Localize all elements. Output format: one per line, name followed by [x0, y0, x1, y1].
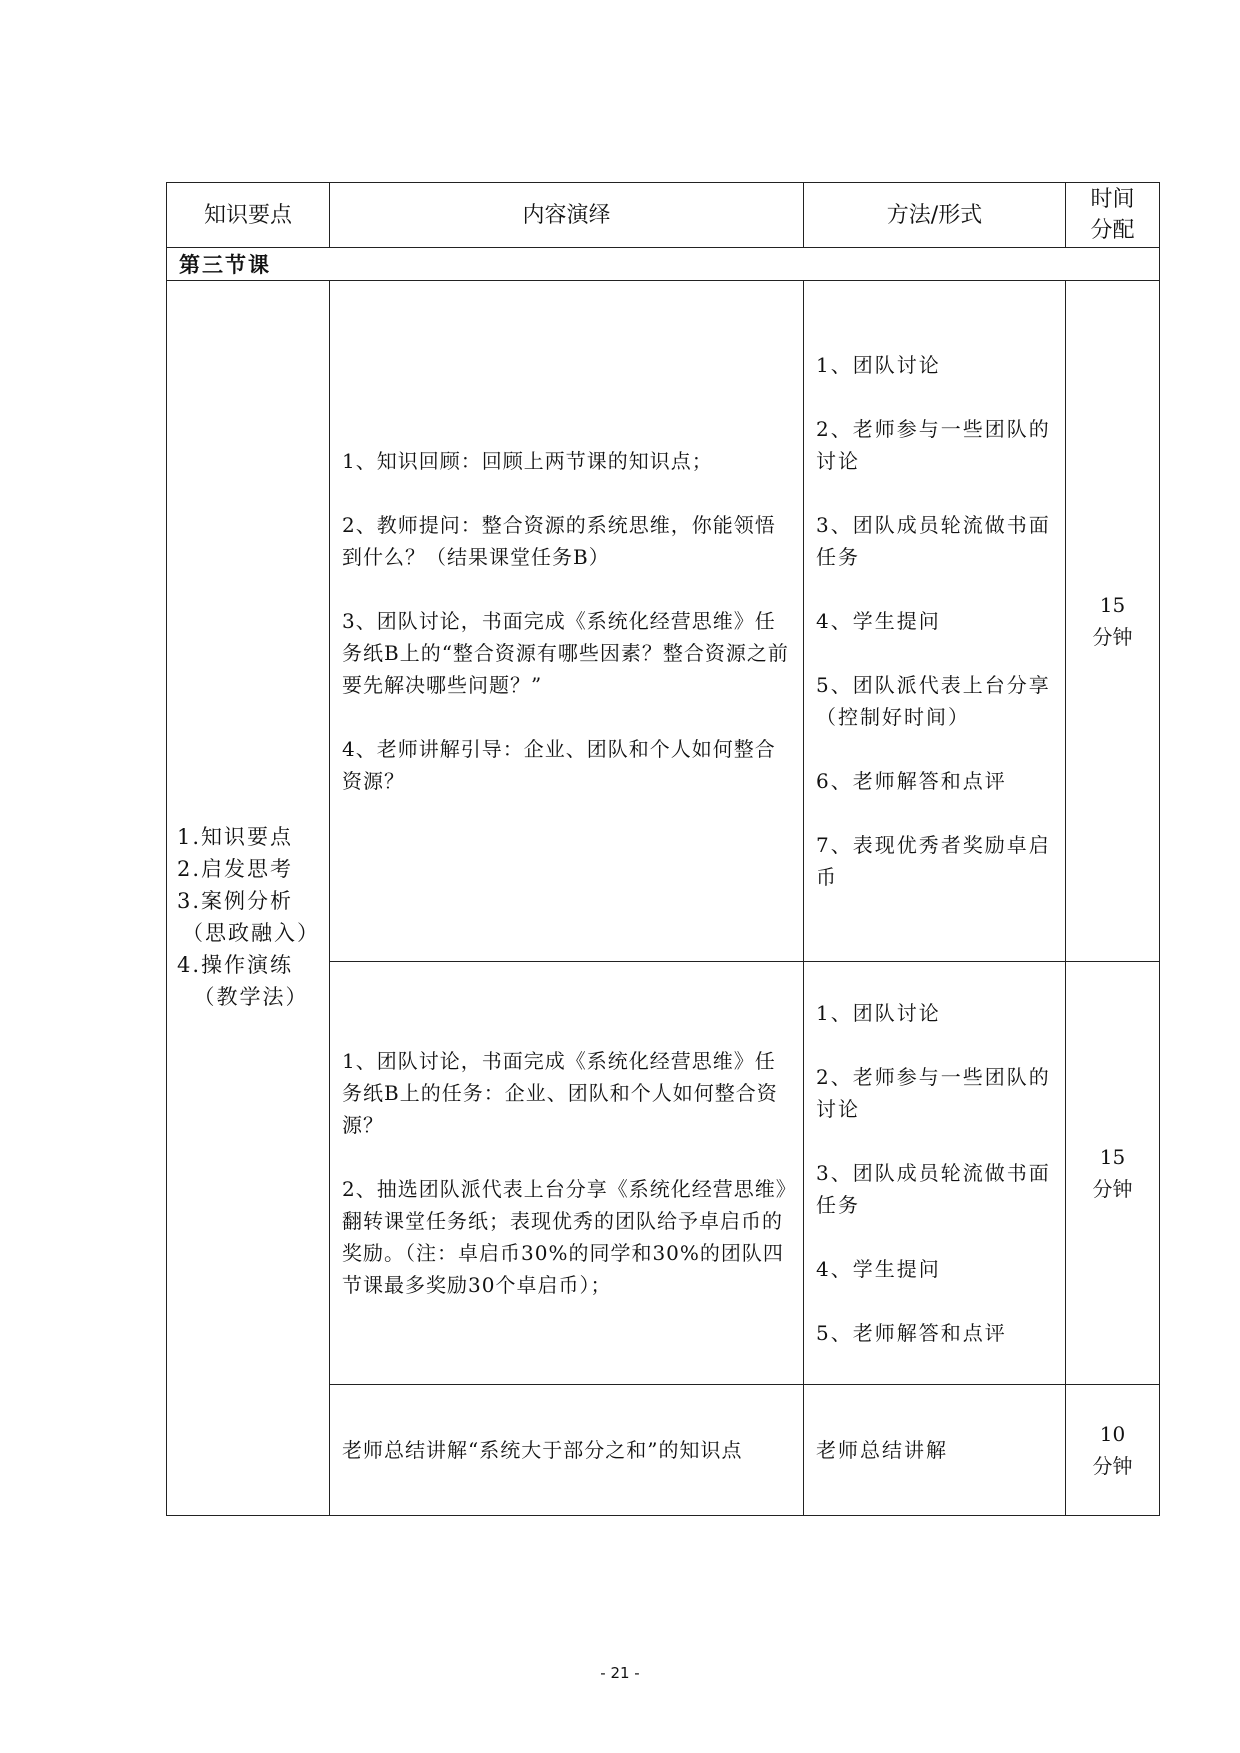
method-item: 2、老师参与一些团队的讨论 — [816, 1065, 1051, 1121]
method-item: 3、团队成员轮流做书面任务 — [816, 1161, 1051, 1217]
table-header-row — [167, 183, 1160, 248]
method-cell — [804, 281, 1066, 962]
content-paragraph: 2、抽选团队派代表上台分享《系统化经营思维》翻转课堂任务纸；表现优秀的团队给予卓启币的奖励。（注：卓启币30%的同学和30%的团队四节课最多奖励30个卓启币）； — [342, 1177, 787, 1297]
knowledge-point-item: 3.案例分析 — [177, 889, 294, 913]
time-unit: 分钟 — [1092, 1454, 1133, 1478]
method-item: 5、老师解答和点评 — [816, 1321, 1007, 1345]
content-paragraph: 4、老师讲解引导：企业、团队和个人如何整合资源？ — [342, 737, 776, 793]
method-item: 4、学生提问 — [816, 609, 941, 633]
method-cell — [804, 962, 1066, 1385]
method-item: 3、团队成员轮流做书面任务 — [816, 513, 1051, 569]
header-content: 内容演绎 — [330, 183, 804, 248]
table-row — [167, 281, 1160, 962]
header-knowledge-points: 知识要点 — [167, 183, 330, 248]
page-number: - 21 - — [600, 1664, 640, 1682]
content-cell — [330, 1385, 804, 1516]
time-value: 10 — [1099, 1422, 1126, 1446]
time-cell — [1066, 1385, 1160, 1516]
method-item: 6、老师解答和点评 — [816, 769, 1007, 793]
section-row — [167, 248, 1160, 281]
knowledge-point-item: （思政融入） — [182, 921, 320, 945]
method-item: 1、团队讨论 — [816, 353, 941, 377]
time-value: 15 — [1099, 593, 1126, 617]
method-cell — [804, 1385, 1066, 1516]
time-value: 15 — [1099, 1145, 1126, 1169]
time-cell — [1066, 281, 1160, 962]
time-unit: 分钟 — [1092, 625, 1133, 649]
time-cell — [1066, 962, 1160, 1385]
method-item: 老师总结讲解 — [816, 1438, 948, 1462]
content-paragraph: 1、知识回顾：回顾上两节课的知识点； — [342, 449, 713, 473]
lesson-plan-table — [166, 182, 1160, 1516]
method-item: 7、表现优秀者奖励卓启币 — [816, 833, 1051, 889]
content-paragraph: 2、教师提问：整合资源的系统思维，你能领悟到什么？（结果课堂任务B） — [342, 513, 776, 569]
content-cell — [330, 962, 804, 1385]
content-paragraph: 老师总结讲解“系统大于部分之和”的知识点 — [342, 1438, 743, 1462]
knowledge-point-item: 2.启发思考 — [177, 857, 294, 881]
knowledge-point-item: 1.知识要点 — [177, 825, 294, 849]
content-paragraph: 1、团队讨论，书面完成《系统化经营思维》任务纸B上的任务：企业、团队和个人如何整合资源？ — [342, 1049, 778, 1137]
header-time: 时间 分配 — [1066, 183, 1160, 248]
section-title: 第三节课 — [167, 248, 1160, 281]
content-paragraph: 3、团队讨论，书面完成《系统化经营思维》任务纸B上的“整合资源有哪些因素？整合资源之前要先解决哪些问题？” — [342, 609, 789, 697]
method-item: 2、老师参与一些团队的讨论 — [816, 417, 1051, 473]
header-method: 方法/形式 — [804, 183, 1066, 248]
method-item: 5、团队派代表上台分享（控制好时间） — [816, 673, 1051, 729]
method-item: 4、学生提问 — [816, 1257, 941, 1281]
method-item: 1、团队讨论 — [816, 1001, 941, 1025]
content-cell — [330, 281, 804, 962]
knowledge-point-item: 4.操作演练 — [177, 953, 294, 977]
time-unit: 分钟 — [1092, 1177, 1133, 1201]
knowledge-points-cell — [167, 281, 330, 1516]
knowledge-point-item: （教学法） — [193, 985, 309, 1009]
